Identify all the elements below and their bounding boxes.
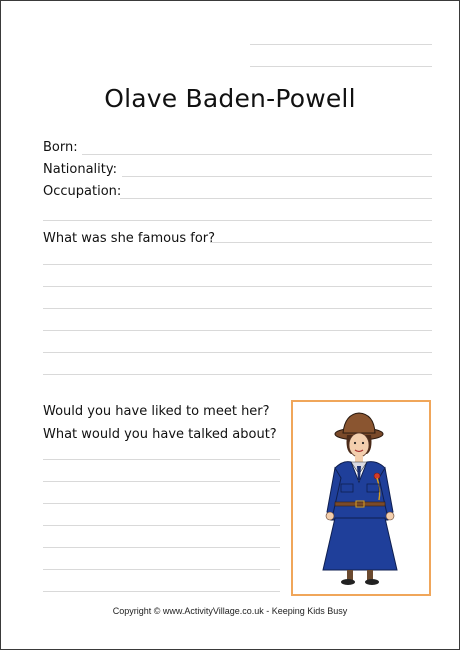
footer-copyright: Copyright © www.ActivityVillage.co.uk - Keeping Kids Busy — [112, 606, 348, 616]
writing-line — [43, 264, 432, 265]
writing-line — [43, 569, 280, 570]
writing-line — [43, 308, 432, 309]
famous-for-question: What was she famous for? — [43, 231, 216, 246]
occupation-label: Occupation: — [43, 184, 122, 199]
page-title: Olave Baden-Powell — [104, 84, 356, 113]
writing-line — [43, 286, 432, 287]
writing-line — [43, 374, 432, 375]
nationality-label: Nationality: — [43, 162, 118, 177]
writing-line — [43, 352, 432, 353]
writing-line — [43, 547, 280, 548]
writing-line — [43, 220, 432, 221]
occupation-answer-line — [120, 198, 432, 199]
born-label: Born: — [43, 140, 78, 155]
illustration-frame — [291, 400, 431, 596]
writing-line — [43, 591, 280, 592]
meet-her-question: Would you have liked to meet her? — [43, 404, 270, 419]
writing-line — [43, 330, 432, 331]
writing-line — [43, 481, 280, 482]
talked-about-question: What would you have talked about? — [43, 427, 277, 442]
famous-for-answer-line — [210, 242, 432, 243]
date-line — [250, 66, 432, 67]
writing-line — [43, 459, 280, 460]
writing-line — [43, 503, 280, 504]
born-answer-line — [82, 154, 432, 155]
nationality-answer-line — [122, 176, 432, 177]
olave-baden-powell-illustration — [293, 402, 429, 594]
writing-line — [43, 525, 280, 526]
name-line — [250, 44, 432, 45]
